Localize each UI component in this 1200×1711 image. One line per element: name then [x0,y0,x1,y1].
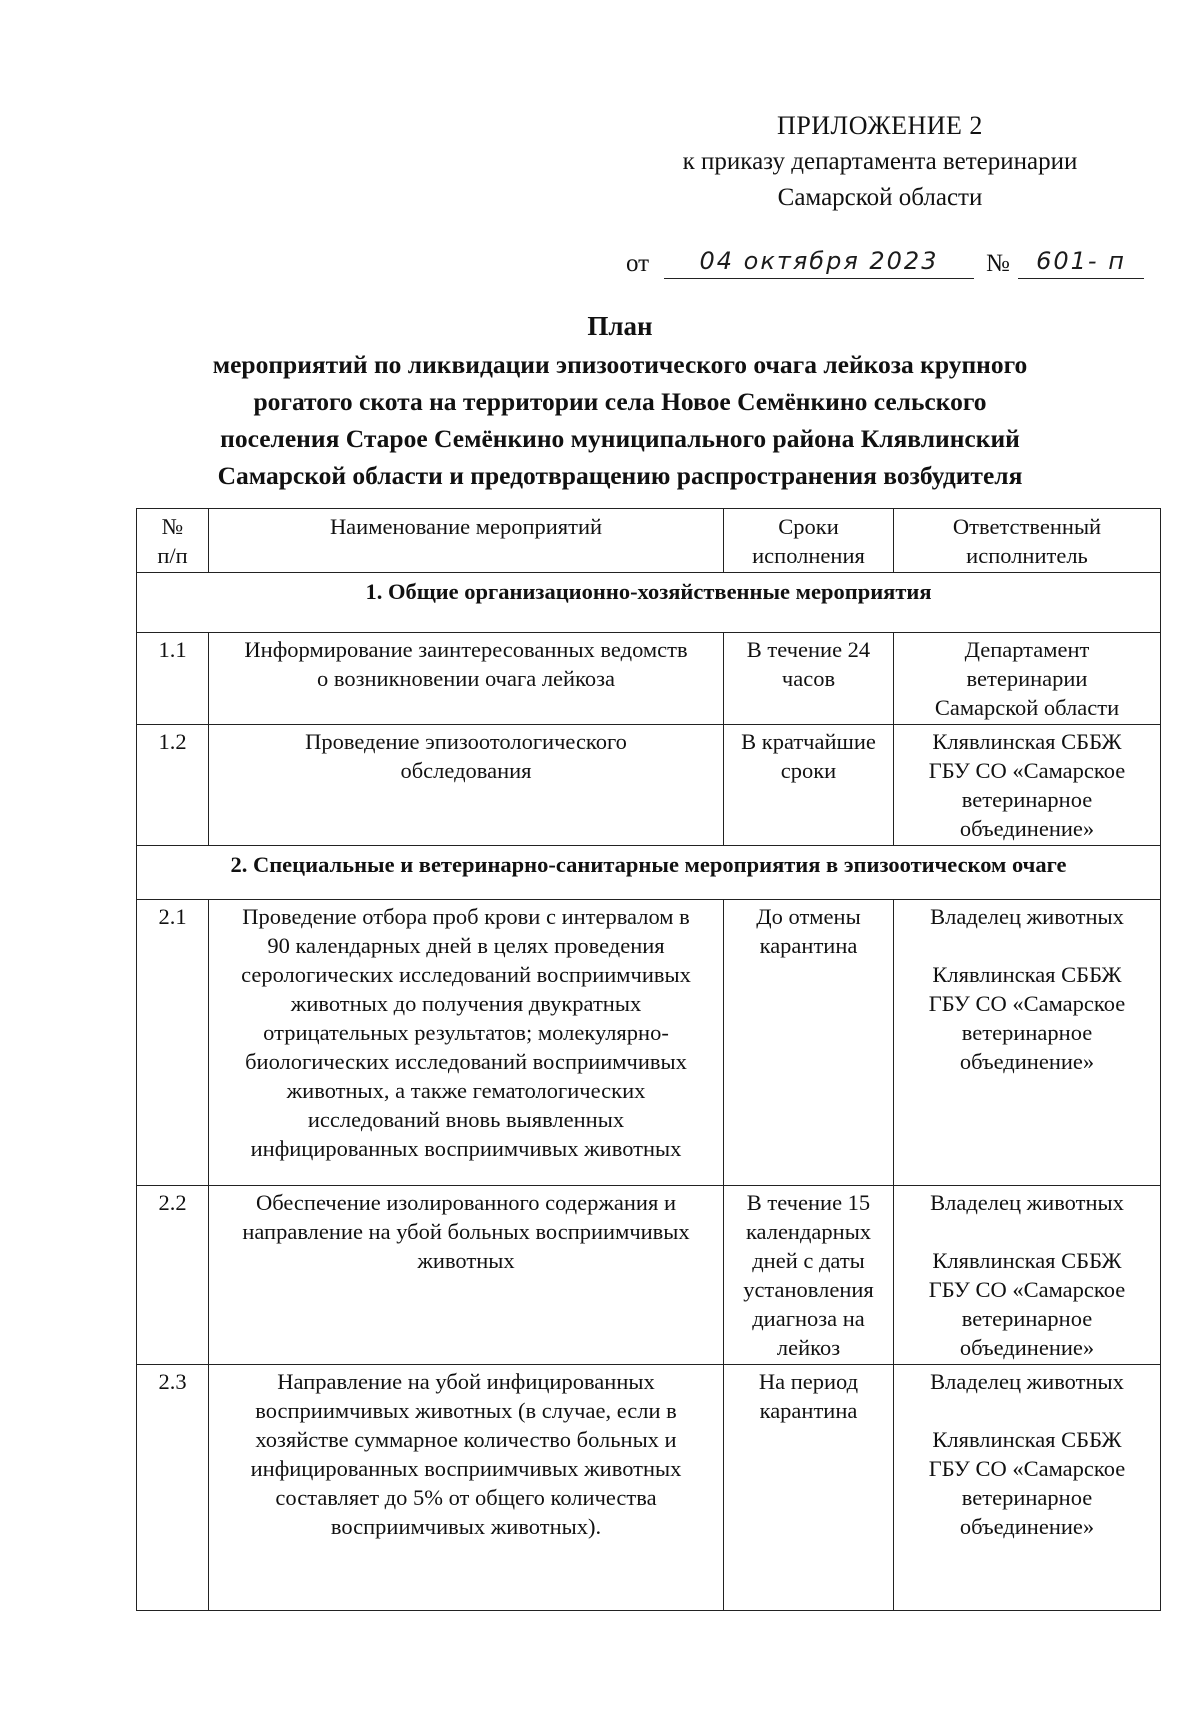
row-term-line: карантина [759,1398,858,1423]
row-resp-line: Клявлинская СББЖ [932,1248,1122,1273]
section-title: 2. Специальные и ветеринарно-санитарные мероприятия в эпизоотическом очаге [137,846,1161,900]
row-name-line: восприимчивых животных). [330,1514,602,1539]
header-resp-line: исполнитель [966,543,1088,568]
appendix-region: Самарской области [777,184,983,211]
row-name-line: Направление на убой инфицированных [277,1369,655,1394]
row-name-line: биологических исследований восприимчивых [245,1049,687,1074]
row-resp-line: ветеринарное [961,1306,1093,1331]
row-resp [894,725,1161,846]
row-name [209,1365,724,1611]
table-row [137,633,1161,725]
row-resp-line: ветеринарное [961,1485,1093,1510]
title-line: поселения Старое Семёнкино муниципального района Клявлинский [220,424,1020,453]
row-name-line: направление на убой больных восприимчивых [242,1219,690,1244]
order-from-label: от [626,250,650,277]
row-term-line: В течение 24 [746,637,871,662]
row-term-line: часов [781,666,836,691]
row-resp [894,900,1161,1186]
row-name-line: Обеспечение изолированного содержания и [255,1190,676,1215]
row-resp-line: ГБУ СО «Самарское [928,758,1126,783]
row-name-line: Проведение отбора проб крови с интервалом в [242,904,690,929]
row-term-line: календарных [745,1219,872,1244]
row-term [724,633,894,725]
row-term-line: лейкоз [776,1335,841,1360]
title-line: мероприятий по ликвидации эпизоотического очага лейкоза крупного [212,350,1028,379]
header-term-line: Сроки [778,514,839,539]
header-resp-line: Ответственный [952,514,1102,539]
row-term-line: карантина [759,933,858,958]
row-resp-line: Самарской области [934,695,1120,720]
row-term [724,725,894,846]
row-resp [894,1365,1161,1611]
table-row [137,900,1161,1186]
row-name-line: инфицированных восприимчивых животных [250,1136,682,1161]
row-resp-line: ГБУ СО «Самарское [928,991,1126,1016]
row-num: 1.1 [137,633,209,725]
title-line: Самарской области и предотвращению распространения возбудителя [217,461,1023,490]
row-resp-line: объединение» [959,816,1095,841]
row-name-line: животных до получения двукратных [290,991,642,1016]
table-row [137,1186,1161,1365]
header-num-line: п/п [157,543,188,568]
row-term [724,900,894,1186]
section-row [137,573,1161,633]
header-resp [894,509,1161,573]
row-term-line: В течение 15 [746,1190,871,1215]
row-name [209,1186,724,1365]
row-resp-line: Департамент [964,637,1090,662]
table-header-row [137,509,1161,573]
row-resp-line: Клявлинская СББЖ [932,1427,1122,1452]
appendix-header [600,108,1160,216]
row-name-line: о возникновении очага лейкоза [317,666,615,691]
row-name [209,725,724,846]
row-name-line: исследований вновь выявленных [307,1107,625,1132]
row-resp-line: объединение» [959,1514,1095,1539]
row-num: 1.2 [137,725,209,846]
order-number-label: № [986,250,1010,277]
row-resp-owner: Владелец животных [930,1190,1124,1215]
row-resp-line: Клявлинская СББЖ [932,962,1122,987]
order-line [626,244,1146,284]
row-resp-owner: Владелец животных [930,1369,1124,1394]
document-title [160,308,1080,494]
row-term-line: До отмены [756,904,861,929]
row-term-line: установления [743,1277,874,1302]
row-name [209,633,724,725]
row-resp-line: Клявлинская СББЖ [932,729,1122,754]
row-resp-line: ветеринарное [961,1020,1093,1045]
row-num: 2.3 [137,1365,209,1611]
row-name [209,900,724,1186]
row-name-line: животных, а также гематологических [286,1078,646,1103]
row-term-line: дней с даты [752,1248,865,1273]
row-resp-line: объединение» [959,1335,1095,1360]
row-name-line: 90 календарных дней в целях проведения [267,933,665,958]
row-term [724,1186,894,1365]
row-name-line: животных [417,1248,515,1273]
row-resp-line: ветеринарное [961,787,1093,812]
row-resp [894,633,1161,725]
row-resp-owner: Владелец животных [930,904,1124,929]
appendix-title: ПРИЛОЖЕНИЕ 2 [777,111,983,140]
row-resp-line: ГБУ СО «Самарское [928,1456,1126,1481]
row-num: 2.2 [137,1186,209,1365]
row-name-line: Информирование заинтересованных ведомств [244,637,688,662]
header-term-line: исполнения [752,543,865,568]
section-title: 1. Общие организационно-хозяйственные мероприятия [137,573,1161,633]
row-name-line: Проведение эпизоотологического [305,729,627,754]
appendix-order-ref: к приказу департамента ветеринарии [682,148,1078,175]
table-row [137,725,1161,846]
title-line: рогатого скота на территории села Новое Семёнкино сельского [253,387,987,416]
row-num: 2.1 [137,900,209,1186]
row-name-line: обследования [400,758,532,783]
row-term-line: На период [758,1369,859,1394]
table-row [137,1365,1161,1611]
row-resp-line: ГБУ СО «Самарское [928,1277,1126,1302]
section-row [137,846,1161,900]
header-name: Наименование мероприятий [209,509,724,573]
header-term [724,509,894,573]
order-date-handwritten: 04 октября 2023 [664,244,974,279]
row-term-line: сроки [780,758,837,783]
order-number-handwritten: 601- п [1018,244,1144,279]
header-num [137,509,209,573]
row-name-line: хозяйстве суммарное количество больных и [255,1427,677,1452]
row-term [724,1365,894,1611]
row-resp-line: ветеринарии [966,666,1088,691]
row-name-line: серологических исследований восприимчивых [241,962,691,987]
row-term-line: В кратчайшие [741,729,876,754]
row-name-line: восприимчивых животных (в случае, если в [255,1398,677,1423]
row-resp [894,1186,1161,1365]
header-num-line: № [161,514,184,539]
plan-table [136,508,1161,1611]
row-term-line: диагноза на [752,1306,865,1331]
row-name-line: составляет до 5% от общего количества [275,1485,657,1510]
row-name-line: отрицательных результатов; молекулярно- [263,1020,669,1045]
row-resp-line: объединение» [959,1049,1095,1074]
title-main: План [587,311,653,341]
row-name-line: инфицированных восприимчивых животных [250,1456,682,1481]
